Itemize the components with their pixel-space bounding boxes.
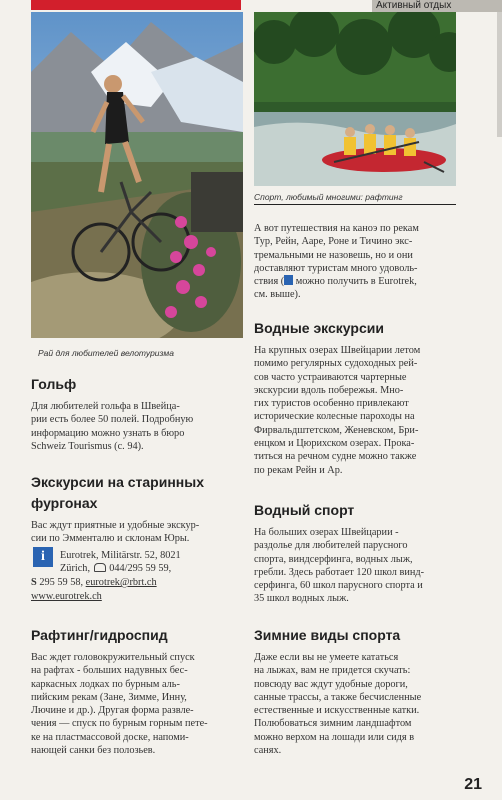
text-line: серфинга, 60 школ парусного спорта и <box>254 580 423 592</box>
text-line: санные трассы, а также бесчисленные <box>254 691 422 703</box>
text-line: чения — спуск по бурным горным пете- <box>31 718 208 730</box>
contact-website-link[interactable]: www.eurotrek.ch <box>31 591 102 602</box>
rafting-paragraph <box>31 651 239 757</box>
text-line: на рафтах - больших надувных бес- <box>31 665 188 677</box>
page-number: 21 <box>464 776 482 793</box>
info-icon <box>284 275 293 285</box>
text-line: доставляют туристам много удоволь- <box>254 262 418 274</box>
text-line: сии по Эмменталю и склонам Юры. <box>31 533 190 545</box>
text-line: На крупных озерах Швейцарии летом <box>254 345 421 356</box>
rafting-photo-image <box>254 12 456 186</box>
contact-address: Eurotrek, Militärstr. 52, 8021 <box>60 550 181 561</box>
text-line: каркасных лодках по бурным аль- <box>31 678 180 690</box>
text-line: санях. <box>254 745 282 757</box>
text-line: естественные и искусственные катки. <box>254 705 420 717</box>
wagons-heading <box>31 472 204 514</box>
golf-heading: Гольф <box>31 376 77 392</box>
wagons-paragraph <box>31 519 239 546</box>
rafting-photo <box>254 12 456 186</box>
text-line: на лыжах, вам не придется скучать: <box>254 665 411 677</box>
text-line: нающей санки без полозьев. <box>31 745 156 757</box>
contact-fax-line <box>31 576 241 589</box>
text-line <box>254 275 458 288</box>
text-line: раздолье для любителей парусного <box>254 540 408 552</box>
text-line: На больших озерах Швейцарии - <box>254 527 399 538</box>
text-line: енцком и Цюрихском озерах. Прока- <box>254 438 415 450</box>
text-line: экскурсии вдоль побережья. Мно- <box>254 384 404 396</box>
contact-fax: 295 59 58, <box>39 577 84 588</box>
text-line: гребли. Здесь работает 120 школ винд- <box>254 566 425 578</box>
water-sport-heading: Водный спорт <box>254 502 355 518</box>
golf-paragraph <box>31 400 239 453</box>
header-accent-bar <box>31 0 241 10</box>
text-line: тремальными не назовешь, но и они <box>254 249 413 261</box>
water-tours-paragraph <box>254 344 458 477</box>
text-line: повсюду вас ждут удобные дороги, <box>254 678 408 690</box>
page-edge-marker <box>497 12 502 137</box>
text-line: гих туристов особенно привлекают <box>254 398 409 410</box>
cycling-photo-image <box>31 12 243 338</box>
rafting-heading: Рафтинг/гидроспид <box>31 627 168 643</box>
text-line: Schweiz Tourismus (с. 94). <box>31 440 144 452</box>
fax-icon: S <box>31 577 37 588</box>
text-line: исторические колесные пароходы на <box>254 411 415 423</box>
text-line: ке на пластмассовой доске, напоми- <box>31 731 189 743</box>
text-line: Вас ждут приятные и удобные экскур- <box>31 520 200 531</box>
text-line: А вот путешествия на каноэ по рекам <box>254 223 419 234</box>
text-line: Тур, Рейн, Ааре, Роне и Тичино экс- <box>254 236 413 248</box>
text-fragment: ствия ( <box>254 276 285 288</box>
contact-block <box>60 549 240 576</box>
canoe-paragraph <box>254 222 458 302</box>
text-line: пийским рекам (Занe, Зимме, Инну, <box>31 691 187 703</box>
text-line: Фирвальдштетском, Женевском, Бри- <box>254 424 419 436</box>
text-line: 35 школ водных лыж. <box>254 593 349 605</box>
contact-web-line <box>31 590 241 603</box>
text-line: рии есть более 50 полей. Подробную <box>31 414 194 426</box>
contact-email-link[interactable]: eurotrek@rbrt.ch <box>85 577 157 588</box>
text-line: Для любителей гольфа в Швейца- <box>31 401 180 412</box>
heading-line: фургонах <box>31 495 98 511</box>
text-line: см. выше). <box>254 289 301 301</box>
text-line: сов часто устраиваются чартерные <box>254 371 407 383</box>
text-line: можно верхом на лошади или сидя в <box>254 731 415 743</box>
text-line: титься на речном судне можно также <box>254 451 417 463</box>
winter-sports-paragraph <box>254 651 458 757</box>
cycling-photo <box>31 12 243 338</box>
text-line: по рекам Рейн и Ар. <box>254 464 343 476</box>
text-line: Вас ждет головокружительный спуск <box>31 652 195 663</box>
cycling-photo-caption: Рай для любителей велотуризма <box>38 348 174 358</box>
contact-city: Zürich, <box>60 563 91 575</box>
water-tours-heading: Водные экскурсии <box>254 320 384 336</box>
rafting-photo-caption: Спорт, любимый многими: рафтинг <box>254 192 403 202</box>
text-line: информацию можно узнать в бюро <box>31 427 185 439</box>
winter-sports-heading: Зимние виды спорта <box>254 627 401 643</box>
caption-divider <box>254 204 456 205</box>
section-label: Активный отдых <box>376 0 452 11</box>
text-line: Лючине и др.). Другая форма развле- <box>31 705 194 717</box>
text-line: Даже если вы не умеете кататься <box>254 652 399 663</box>
info-icon: i <box>33 547 53 567</box>
heading-line: Экскурсии на старинных <box>31 474 204 490</box>
text-line: Полюбоваться зимним ландшафтом <box>254 718 412 730</box>
water-sport-paragraph <box>254 526 458 606</box>
phone-icon <box>94 563 106 572</box>
text-fragment: можно получить в Eurotrek, <box>293 276 417 288</box>
text-line: помимо регулярных судоходных рей- <box>254 358 418 370</box>
contact-phone: 044/295 59 59, <box>109 563 172 575</box>
contact-phone-line <box>60 562 240 575</box>
text-line: спорта, виндсерфинга, водных лыж, <box>254 553 413 565</box>
